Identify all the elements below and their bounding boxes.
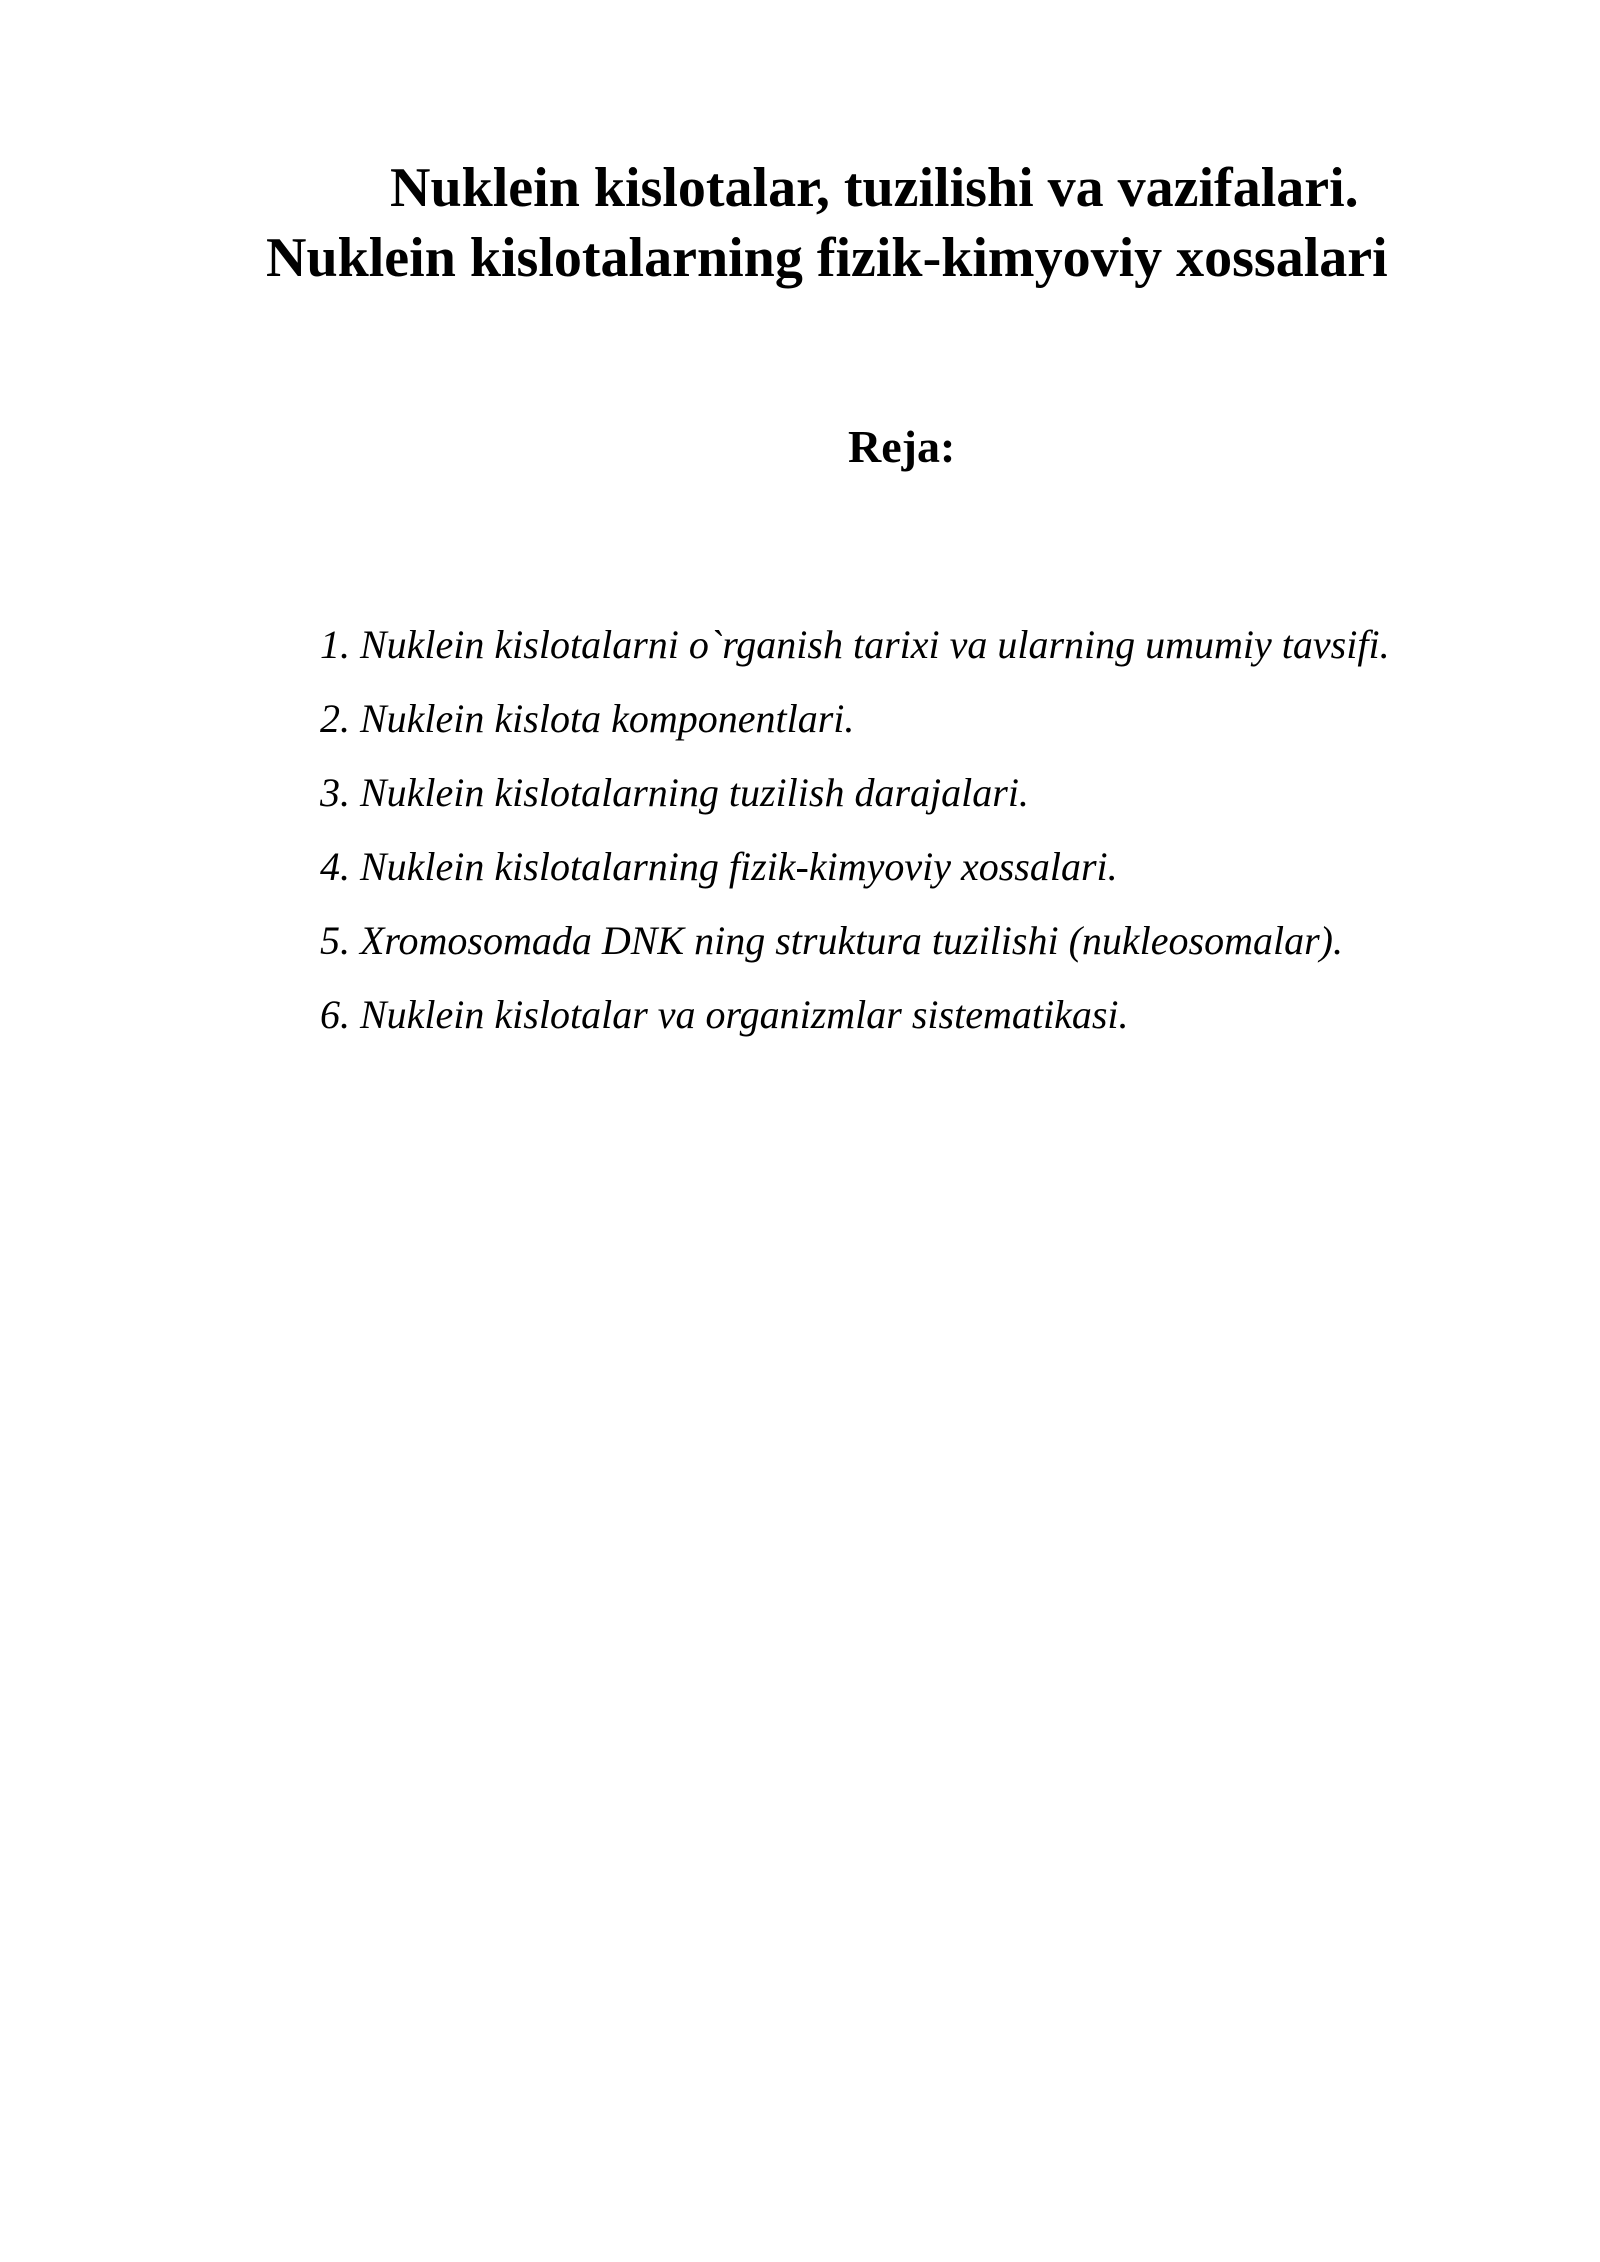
- plan-item-number: 4.: [320, 844, 350, 889]
- plan-item: [320, 682, 1390, 756]
- plan-item: [320, 978, 1390, 1052]
- document-title-line-1: Nuklein kislotalar, tuzilishi va vazifalari.: [390, 157, 1359, 219]
- plan-list: [320, 608, 1390, 1052]
- plan-item: [320, 756, 1390, 830]
- document-title-line-2: Nuklein kislotalarning fizik-kimyoviy xossalari: [266, 227, 1388, 289]
- plan-item-number: 3.: [320, 770, 350, 815]
- plan-item-text: Nuklein kislotalarning fizik-kimyoviy xossalari.: [360, 844, 1118, 889]
- plan-item: [320, 904, 1390, 978]
- plan-item-number: 1.: [320, 622, 350, 667]
- plan-item-text: Nuklein kislotalarni o`rganish tarixi va ularning umumiy tavsifi.: [360, 622, 1390, 667]
- plan-item-number: 5.: [320, 918, 350, 963]
- plan-item-text: Nuklein kislota komponentlari.: [360, 696, 855, 741]
- plan-item-text: Nuklein kislotalarning tuzilish darajalari.: [360, 770, 1029, 815]
- plan-item: [320, 608, 1390, 682]
- plan-item-text: Nuklein kislotalar va organizmlar sistematikasi.: [360, 992, 1129, 1037]
- plan-item-number: 6.: [320, 992, 350, 1037]
- plan-item: [320, 830, 1390, 904]
- plan-heading: Reja:: [848, 421, 956, 472]
- plan-item-number: 2.: [320, 696, 350, 741]
- plan-item-text: Xromosomada DNK ning struktura tuzilishi (nukleosomalar).: [360, 918, 1343, 963]
